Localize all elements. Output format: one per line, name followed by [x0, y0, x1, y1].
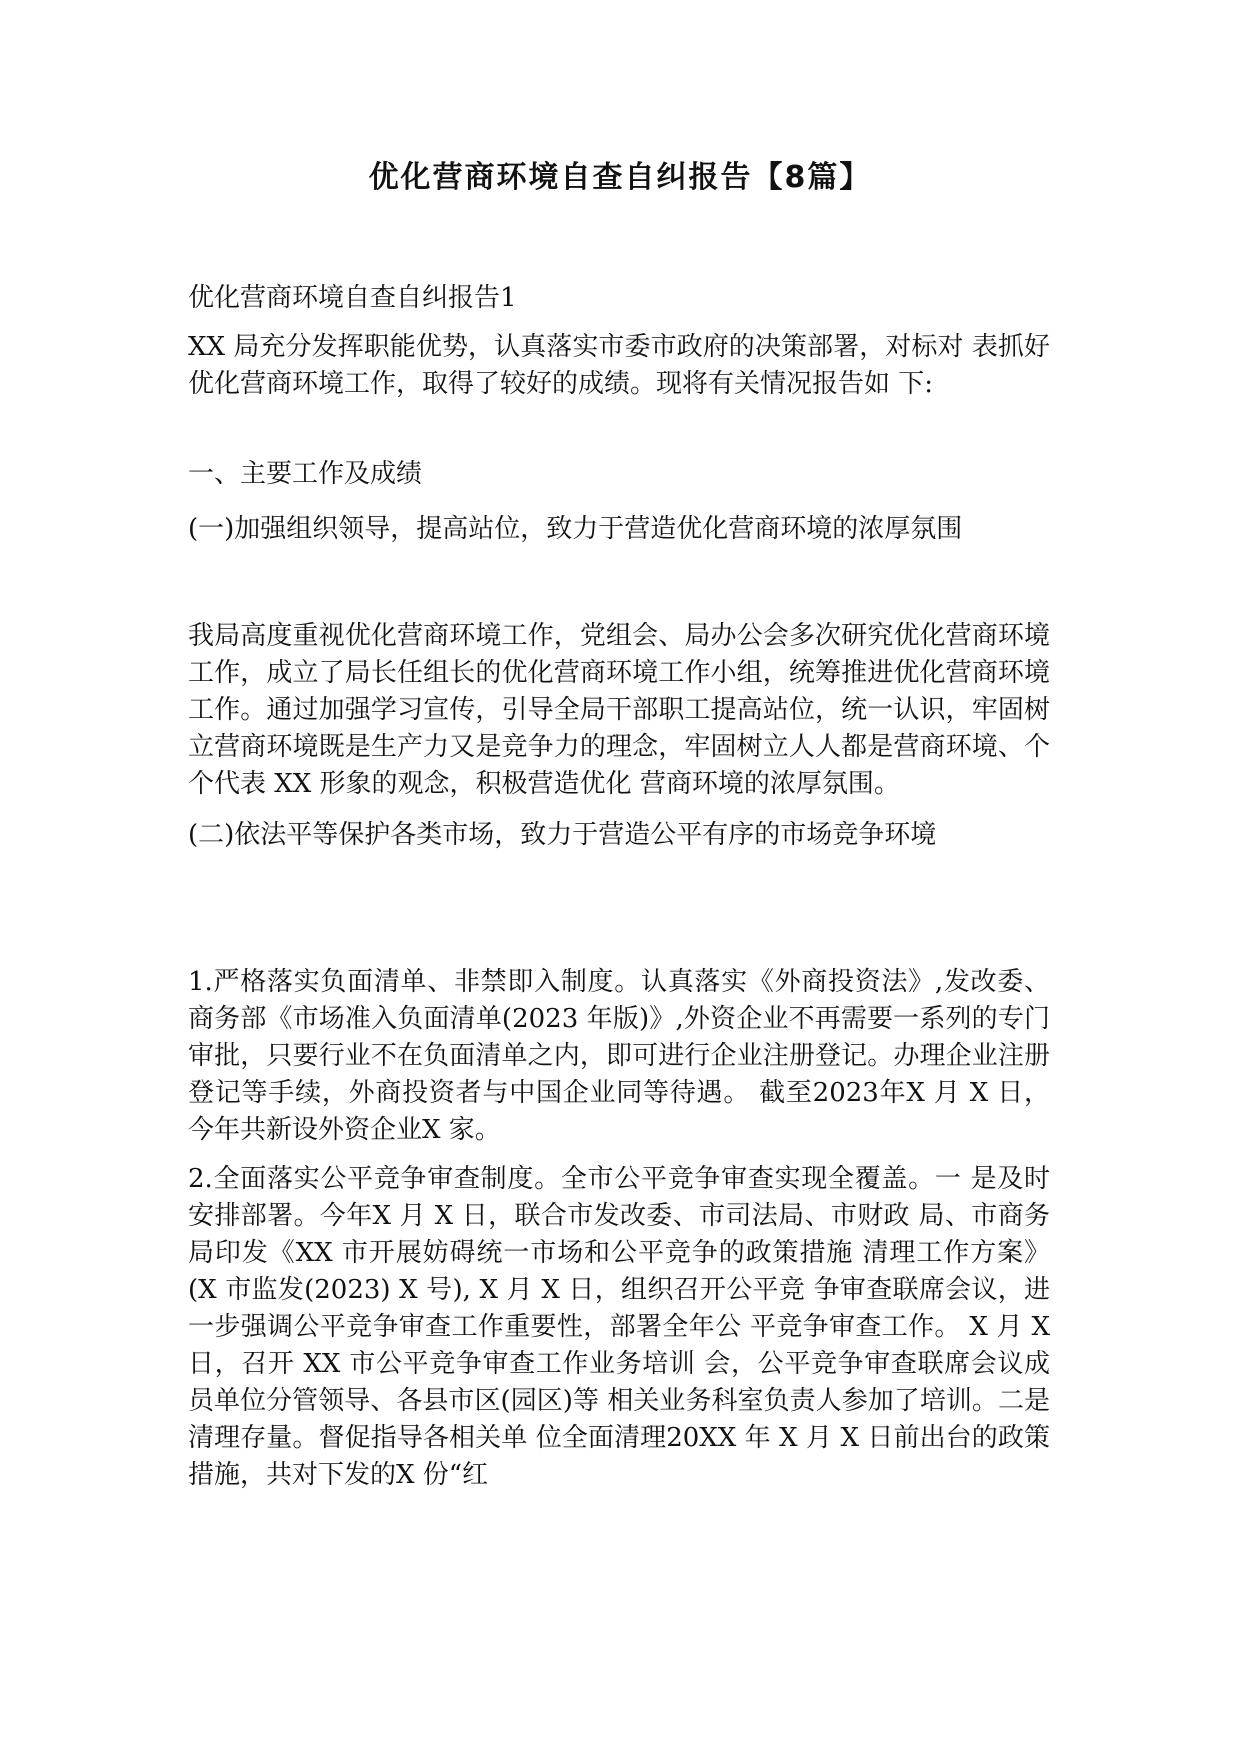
document-title: 优化营商环境自查自纠报告【8篇】 [368, 160, 872, 195]
intro-paragraph: XX 局充分发挥职能优势，认真落实市委市政府的决策部署，对标对 表抓好优化营商环境工作，取得了较好的成绩。现将有关情况报告如 下: [188, 332, 1050, 399]
subsection-heading-organization: (一)加强组织领导，提高站位，致力于营造优化营商环境的浓厚氛围 [188, 514, 963, 544]
subsection-heading-fair-market: (二)依法平等保护各类市场，致力于营造公平有序的市场竞争环境 [188, 820, 937, 850]
report-subtitle: 优化营商环境自查自纠报告1 [188, 283, 517, 313]
section-heading-main-work: 一、主要工作及成绩 [188, 459, 423, 489]
paragraph-fair-competition-review: 2.全面落实公平竞争审查制度。全市公平竞争审查实现全覆盖。一 是及时安排部署。今年X 月 X 日，联合市发改委、市司法局、市财政 局、市商务局印发《XX 市开展妨碍统一市场和公平竞争的政策措施 清理工作方案》 (X 市监发(2023) X 号), X 月 X 日，组织召开公平竞 争审查联席会议，进一步强调公平竞争审查工作重要性，部署全年公 平竞争审查工作。 X 月 X 日，召开 XX 市公平竞争审查工作业务培训 会，公平竞争审查联席会议成员单位分管领导、各县市区(园区)等 相关业务科室负责人参加了培训。二是清理存量。督促指导各相关单 位全面清理20XX 年 X 月 X 日前出台的政策措施，共对下发的X 份“红 [188, 1164, 1050, 1490]
paragraph-organization: 我局高度重视优化营商环境工作，党组会、局办公会多次研究优化营商环境工作，成立了局长任组长的优化营商环境工作小组，统筹推进优化营商环境工作。通过加强学习宣传，引导全局干部职工提高站位，统一认识，牢固树立营商环境既是生产力又是竞争力的理念，牢固树立人人都是营商环境、个个代表 XX 形象的观念，积极营造优化 营商环境的浓厚氛围。 [188, 621, 1050, 799]
paragraph-negative-list: 1.严格落实负面清单、非禁即入制度。认真落实《外商投资法》,发改委、商务部《市场准入负面清单(2023 年版)》,外资企业不再需要一系列的专门审批，只要行业不在负面清单之内，即可进行企业注册登记。办理企业注册登记等手续，外商投资者与中国企业同等待遇。 截至2023年X 月 X 日，今年共新设外资企业X 家。 [188, 967, 1050, 1145]
